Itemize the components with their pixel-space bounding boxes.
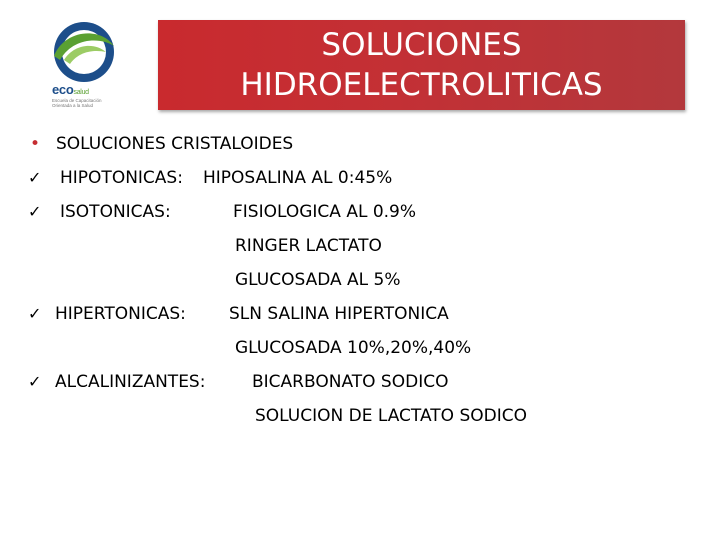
checkmark-icon: ✓ bbox=[28, 372, 42, 391]
logo-tagline: Escuela de Capacitación Orientada a la Salud bbox=[52, 98, 102, 108]
item-label: HIPOTONICAS: bbox=[60, 168, 183, 188]
logo-swirl-icon bbox=[30, 20, 122, 84]
item-value: SLN SALINA HIPERTONICA bbox=[229, 304, 449, 324]
item-value: FISIOLOGICA AL 0.9% bbox=[233, 202, 417, 222]
ecosalud-logo bbox=[30, 20, 122, 110]
item-label: ISOTONICAS: bbox=[60, 202, 171, 222]
title-line-1: SOLUCIONES bbox=[321, 27, 522, 63]
heading-text: SOLUCIONES CRISTALOIDES bbox=[56, 134, 294, 154]
item-value-continued: GLUCOSADA AL 5% bbox=[235, 270, 401, 290]
checkmark-icon: ✓ bbox=[28, 168, 42, 187]
item-label: HIPERTONICAS: bbox=[55, 304, 186, 324]
title-line-2: HIDROELECTROLITICAS bbox=[240, 67, 603, 103]
checkmark-icon: ✓ bbox=[28, 202, 42, 221]
item-label: ALCALINIZANTES: bbox=[55, 372, 206, 392]
slide-title bbox=[158, 20, 685, 110]
item-value: BICARBONATO SODICO bbox=[252, 372, 449, 392]
item-value-continued: GLUCOSADA 10%,20%,40% bbox=[235, 338, 472, 358]
bullet-icon: • bbox=[30, 134, 41, 154]
logo-name bbox=[52, 82, 89, 97]
logo-name-main: eco bbox=[52, 82, 74, 97]
item-value-continued: SOLUCION DE LACTATO SODICO bbox=[255, 406, 527, 426]
item-value-continued: RINGER LACTATO bbox=[235, 236, 382, 256]
checkmark-icon: ✓ bbox=[28, 304, 42, 323]
item-value: HIPOSALINA AL 0:45% bbox=[203, 168, 393, 188]
logo-name-small: salud bbox=[73, 89, 89, 96]
